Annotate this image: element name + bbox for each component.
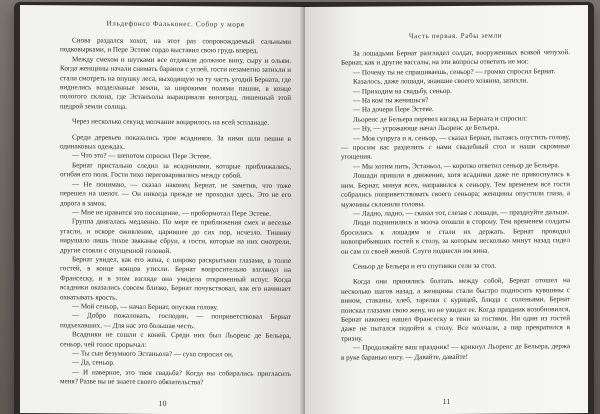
right-paragraph: Лошади пришли в движение, хотя всадники даже не прикоснулись к ним. Бернат, минуя всех, направился к сеньору. Тем временем все гости собрались поприветствовать своего сеньора; женщины опустили глаза, а мужчины склонили головы. — [341, 170, 570, 209]
left-paragraph: Группа двигалась медленно. По мере ее приближения смех и веселье угасли, и вскоре оживление, царившее до сих пор, исчезло. Тишину нарушало лишь тихое звяканье сбруи, а гости, которые на них смотрели, другие стояли с опущенной головой. — [60, 217, 291, 255]
left-paragraph: Всадники не сошли с коней. Среди них был Льоренс де Бельера, сеньор, чей голос прорычал: — [60, 330, 291, 349]
left-page-number: 10 — [158, 398, 167, 409]
left-running-head: Ильдефонсо Фальконес. Собор у моря — [106, 19, 245, 29]
right-paragraph: Казалось, даже лошади, знавшие своего хозяина, затихли. — [353, 76, 529, 86]
left-paragraph: — Не понимаю, — сказал наконец Бернат, не заметив, что тоже перешел на шепот. — Он никогда прежде не проходил здесь. Это не его дорога в замок. — [60, 180, 291, 208]
left-paragraph: — Да, сеньор. — [72, 358, 115, 368]
left-paragraph: — Ты сын безумного Эстаньола? — сухо спросил он. — [72, 349, 234, 359]
right-paragraph: — Мы хотим пить, Эстаньол, — коротко ответил сеньор де Бельера. — [353, 161, 560, 171]
left-paragraph: Бернат увидел, как его жена, с широко раскрытыми глазами, в толпе гостей, в конце концов утихли. Бернат вопросительно взглянул на Франсеску, и в этом взгляде она увидела откровенный испуг. Когда всадники оказались совсем близко, Бернат почувствовал, как его начинает охватывать ярость. — [60, 255, 291, 302]
left-paragraph: — Мой сеньор, — начал Бернат, опуская голову. — [72, 302, 218, 312]
right-paragraph: — Ну, — угрожающе начал Льоренс де Бельера. — [353, 123, 500, 133]
right-running-head: Часть первая. Рабы земли — [408, 31, 503, 41]
open-book — [14, 2, 594, 414]
left-paragraph: Через несколько секунд молчание воцарилось на всей эспланаде. — [72, 117, 269, 127]
right-paragraph: За лошадьми Бернат разглядел солдат, вооруженных всякой чепухой. Бернат, как и другие вассалы, на эти вопросы ответить не мог. — [341, 48, 570, 68]
left-page — [20, 5, 305, 414]
right-paragraph: — Продолжайте ваш праздник! — крикнул Льоренс де Бельера, держа в руке баранью ногу. — Давайте, давайте! — [341, 342, 570, 362]
right-paragraph: — Моя супруга и я, сеньор, — сказал Бернат, пытаясь опустить голову, — просим вас разделить с нами свадебный стол и наши скромные угощения. — [341, 132, 570, 162]
left-paragraph: — Добро пожаловать, господин, — поприветствовал Бернат подъехавших. — Для нас это большая честь. — [60, 311, 291, 331]
left-paragraph: Между смехом и шутками все отдавали должное вину, сыру и ольям. Когда женщины начали снимать баранов с углей, гости незаметно затихли и стали смотреть на опушку леса, выходящую на ту часть угодий Берната, где виднелись возделанные земли, за широкими полями пашни, в конце пологого склона, где Эстанъолы выращивали виноград, лишенный этой щедрой земли солнца. — [60, 55, 291, 111]
left-paragraph: — И наверное, это твоя свадьба? Когда вы собирались пригласить меня? Разве вы не знаете своего обязательства? — [60, 368, 291, 387]
left-paragraph: — Что это? — шепотом спросил Пере Эстеве. — [72, 151, 212, 161]
left-paragraph: Среди деревьев показались трое всадников. За ними шли пешие в одинаковых одеждах. — [60, 133, 291, 151]
right-paragraph: — Приходим на свадьбу, сеньор. — [353, 86, 452, 96]
right-page-number: 11 — [442, 396, 451, 407]
right-paragraph: Льоренс де Бельера перевел взгляд на Берната и спросил: — [353, 114, 528, 124]
right-paragraph: — Ладно, ладно, — сказал тот, слезая с лошади, — празднуйте дальше. — [353, 208, 570, 218]
left-paragraph: Снова раздался хохот, на этот раз сопровождаемый сальными подковырками, и Пере Эстеве гордо выставил свою грудь вперед. — [60, 36, 291, 56]
right-paragraph: Сеньор де Бельера и его спутники сели за стол. — [353, 261, 497, 271]
right-paragraph: Когда они принялись болтать между собой, Бернат отошел на несколько шагов назад, а женщины стали быстро подносить кувшины с вином, стаканы, хлеб, тарелки с курицей, блюда с соленьями. Бернат поискал глазами свою жену, но не увидел ее. Когда праздник возобновился, Бернат наконец нашел Франсеску в тени за гостями. Ни один из гостей даже не пытался подойти к столу. Все молчали, а пир превратился в тризну. — [341, 276, 570, 343]
left-paragraph: — Мне не нравится это посещение, — пробормотал Пере Эстеве. — [72, 208, 271, 218]
right-page — [305, 5, 588, 414]
left-paragraph: Бернат пристально следил за всадниками, которые приближались, огибая его поля. Гости тихо переговаривались между собой. — [60, 161, 291, 180]
right-paragraph: — На дочери Пере Эстеве. — [353, 105, 434, 115]
right-paragraph: Люди подчинились и молча отошли в сторону. Тем временем солдаты бросились к лошадям и стали их держать. Бернат проводил новоприбывших гостей к столу, за которым несколько минут назад сидел он сам со своей женой. Слуги поднесли им вина. — [341, 217, 570, 256]
right-paragraph: — Почему ты не спрашиваешь, сеньор? — громко спросил Бернат. — [353, 67, 556, 77]
right-paragraph: — На ком ты женишься? — [353, 96, 429, 105]
